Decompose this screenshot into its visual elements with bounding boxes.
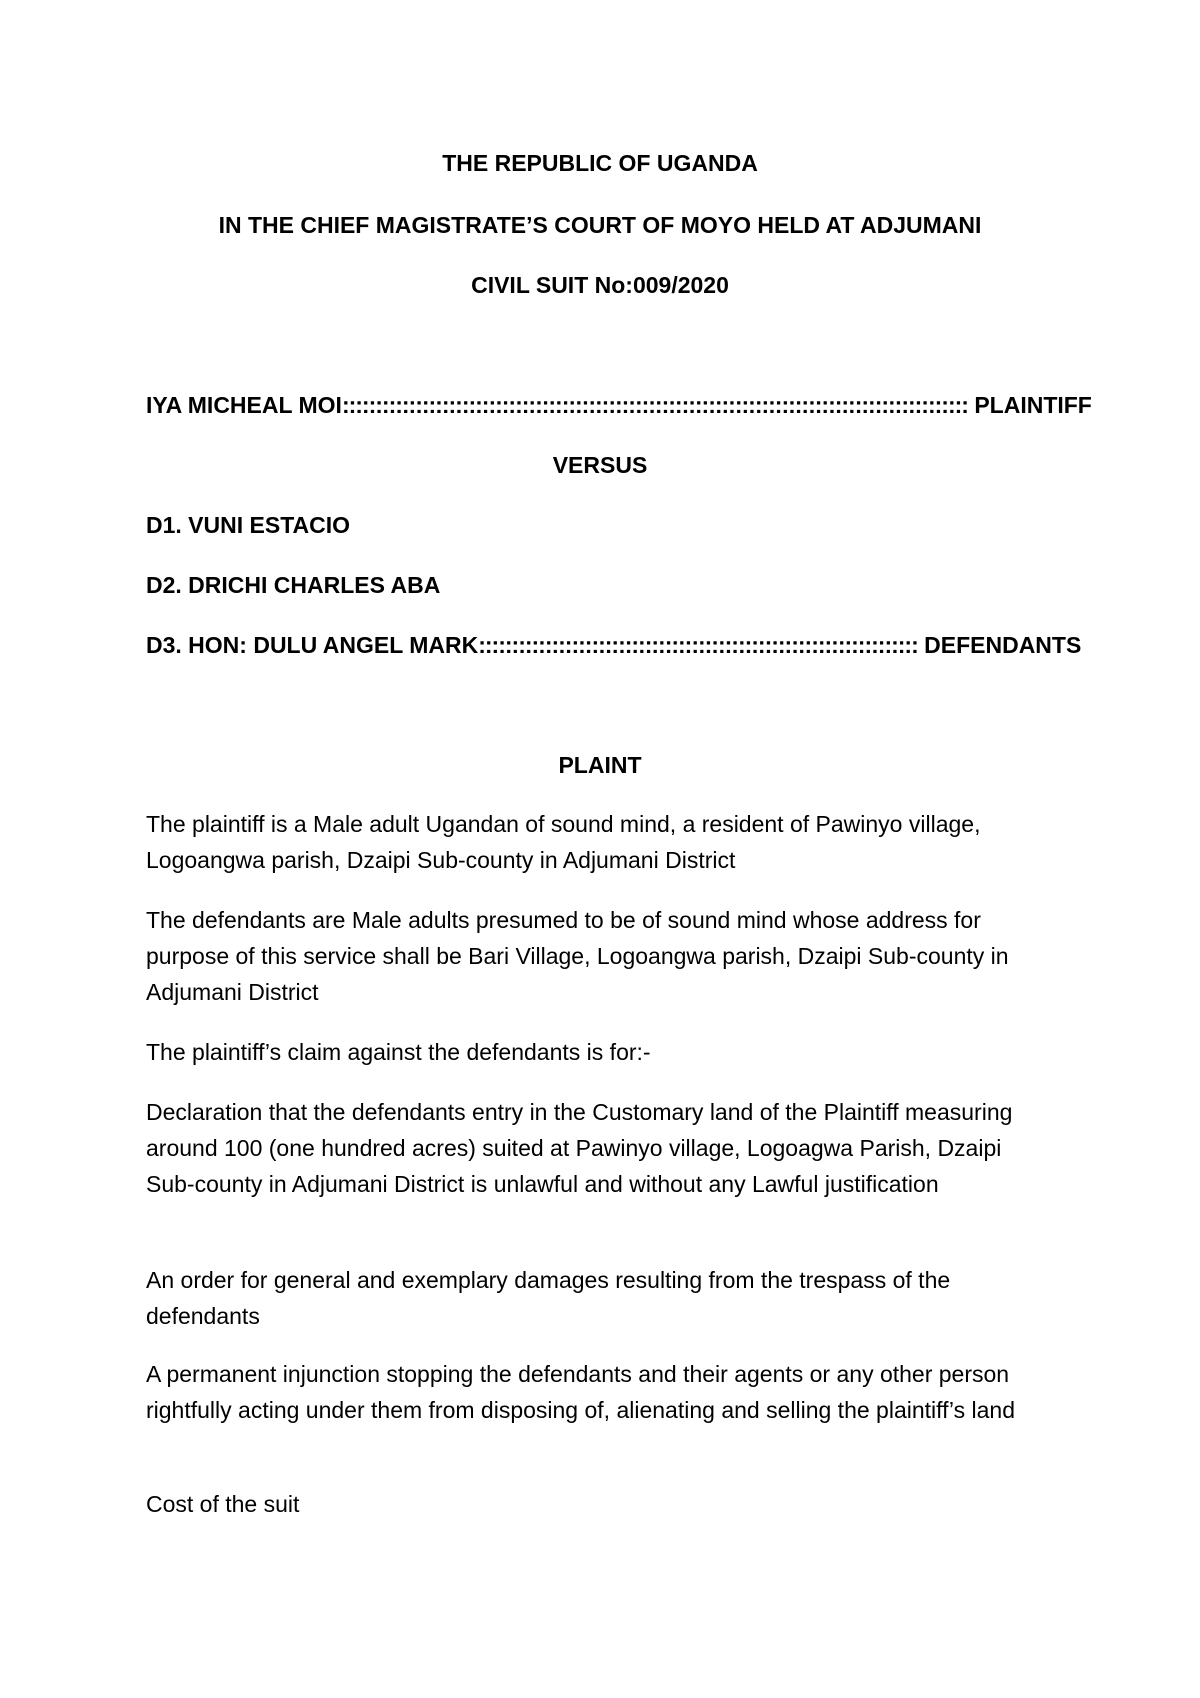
plaint-paragraph: The defendants are Male adults presumed to be of sound mind whose address for purpose of this service shall be Bari Village, Logoangwa parish, Dzaipi Sub-county in Adjumani District <box>146 907 1009 1005</box>
plaint-title: PLAINT <box>558 752 642 778</box>
plaint-paragraph: The plaintiff is a Male adult Ugandan of sound mind, a resident of Pawinyo village, Logoangwa parish, Dzaipi Sub-county in Adjumani District <box>146 811 981 873</box>
defendant-3-name: D3. HON: DULU ANGEL MARK <box>146 632 479 658</box>
suit-number: CIVIL SUIT No:009/2020 <box>471 272 729 298</box>
republic-heading: THE REPUBLIC OF UGANDA <box>442 150 758 176</box>
plaint-paragraph: Cost of the suit <box>146 1491 300 1517</box>
plaintiff-role: PLAINTIFF <box>974 392 1092 418</box>
defendant-3-line <box>146 632 1082 659</box>
court-heading: IN THE CHIEF MAGISTRATE’S COURT OF MOYO HELD AT ADJUMANI <box>218 212 982 238</box>
plaintiff-dots: :::::::::::::::::::::::::::::::::::::::::::::::::::::::::::::::::::::::::::::::::::::::::::::: <box>341 392 968 418</box>
defendant-1: D1. VUNI ESTACIO <box>146 512 351 538</box>
plaintiff-line <box>146 392 1092 419</box>
defendant-3-dots: :::::::::::::::::::::::::::::::::::::::::::::::::::::::::::::::::: <box>478 632 918 658</box>
plaint-paragraph: A permanent injunction stopping the defendants and their agents or any other person rightfully acting under them from disposing of, alienating and selling the plaintiff’s land <box>146 1361 1015 1423</box>
plaint-paragraph: An order for general and exemplary damages resulting from the trespass of the defendants <box>146 1267 951 1329</box>
defendant-role: DEFENDANTS <box>924 632 1082 658</box>
plaint-paragraph: Declaration that the defendants entry in the Customary land of the Plaintiff measuring around 100 (one hundred acres) suited at Pawinyo village, Logoagwa Parish, Dzaipi Sub-county in Adjumani District is unlawful and without any Lawful justification <box>146 1099 1013 1197</box>
plaint-paragraph: The plaintiff’s claim against the defendants is for:- <box>146 1039 651 1065</box>
plaintiff-name: IYA MICHEAL MOI <box>146 392 342 418</box>
defendant-2: D2. DRICHI CHARLES ABA <box>146 572 441 598</box>
versus-heading: VERSUS <box>552 452 648 478</box>
